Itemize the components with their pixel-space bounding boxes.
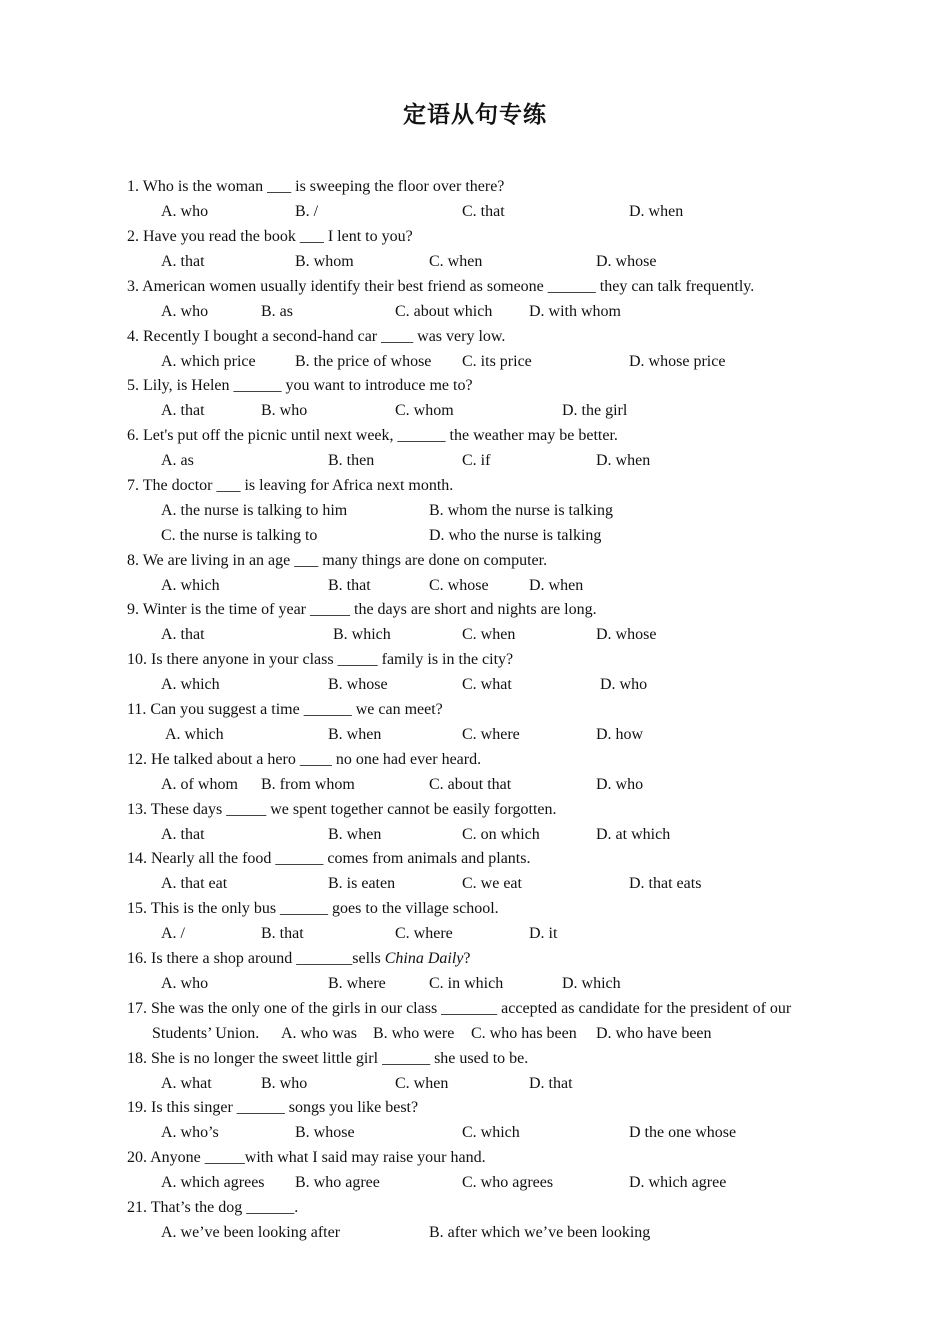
question-20-option-c: C. who agrees	[462, 1174, 554, 1191]
question-1-option-a: A. who	[161, 203, 209, 220]
question-17-stem-continued: Students’ Union.	[152, 1025, 260, 1042]
question-13-option-a: A. that	[161, 826, 205, 843]
question-3-option-b: B. as	[261, 303, 293, 320]
question-8-option-a: A. which	[161, 577, 220, 594]
question-6-option-c: C. if	[462, 452, 491, 469]
question-16-stem-end: ?	[463, 950, 471, 967]
question-2-stem: 2. Have you read the book ___ I lent to you?	[127, 228, 413, 245]
question-5-option-a: A. that	[161, 402, 205, 419]
question-8-option-d: D. when	[529, 577, 584, 594]
question-8-stem: 8. We are living in an age ___ many things are done on computer.	[127, 552, 548, 569]
question-5-option-c: C. whom	[395, 402, 454, 419]
question-12-option-c: C. about that	[429, 776, 512, 793]
question-5-option-d: D. the girl	[562, 402, 628, 419]
question-10-option-b: B. whose	[328, 676, 388, 693]
question-9-option-c: C. when	[462, 626, 516, 643]
question-15-option-a: A. /	[161, 925, 185, 942]
question-4-stem: 4. Recently I bought a second-hand car ____ was very low.	[127, 328, 506, 345]
question-20-stem: 20. Anyone _____with what I said may raise your hand.	[127, 1149, 486, 1166]
question-5-stem: 5. Lily, is Helen ______ you want to introduce me to?	[127, 377, 473, 394]
question-13-stem: 13. These days _____ we spent together cannot be easily forgotten.	[127, 801, 557, 818]
question-14-option-c: C. we eat	[462, 875, 522, 892]
question-11-option-b: B. when	[328, 726, 382, 743]
question-2-option-d: D. whose	[596, 253, 657, 270]
question-8-option-b: B. that	[328, 577, 371, 594]
question-7-option-d: D. who the nurse is talking	[429, 527, 602, 544]
question-11-option-a: A. which	[165, 726, 224, 743]
question-11-option-d: D. how	[596, 726, 644, 743]
question-16-option-d: D. which	[562, 975, 621, 992]
question-1-stem: 1. Who is the woman ___ is sweeping the floor over there?	[127, 178, 505, 195]
question-15-option-c: C. where	[395, 925, 453, 942]
question-13-option-c: C. on which	[462, 826, 540, 843]
question-11-option-c: C. where	[462, 726, 520, 743]
question-16-stem-italic: China Daily	[384, 950, 464, 967]
question-19-option-b: B. whose	[295, 1124, 355, 1141]
question-19-option-c: C. which	[462, 1124, 520, 1141]
question-10-option-d: D. who	[600, 676, 648, 693]
question-21-option-a: A. we’ve been looking after	[161, 1224, 341, 1241]
question-13-option-d: D. at which	[596, 826, 671, 843]
page-title: 定语从句专练	[403, 102, 547, 128]
question-7-option-b: B. whom the nurse is talking	[429, 502, 613, 519]
question-17-option-d: D. who have been	[596, 1025, 712, 1042]
question-14-stem: 14. Nearly all the food ______ comes from animals and plants.	[127, 850, 531, 867]
question-15-stem: 15. This is the only bus ______ goes to the village school.	[127, 900, 499, 917]
question-17-stem: 17. She was the only one of the girls in our class _______ accepted as candidate for the president of our	[127, 1000, 792, 1017]
question-20-option-b: B. who agree	[295, 1174, 380, 1191]
question-18-option-d: D. that	[529, 1075, 573, 1092]
question-3-stem: 3. American women usually identify their best friend as someone ______ they can talk frequently.	[127, 278, 755, 295]
question-18-stem: 18. She is no longer the sweet little girl ______ she used to be.	[127, 1050, 529, 1067]
question-13-option-b: B. when	[328, 826, 382, 843]
question-2-option-a: A. that	[161, 253, 205, 270]
question-19-stem: 19. Is this singer ______ songs you like best?	[127, 1099, 419, 1116]
question-19-option-a: A. who’s	[161, 1124, 219, 1141]
question-21-stem: 21. That’s the dog ______.	[127, 1199, 299, 1216]
question-16-stem	[127, 949, 471, 969]
question-10-stem: 10. Is there anyone in your class _____ family is in the city?	[127, 651, 514, 668]
question-18-option-c: C. when	[395, 1075, 449, 1092]
question-7-stem: 7. The doctor ___ is leaving for Africa next month.	[127, 477, 454, 494]
question-8-option-c: C. whose	[429, 577, 489, 594]
question-15-option-d: D. it	[529, 925, 558, 942]
question-9-option-d: D. whose	[596, 626, 657, 643]
question-10-option-c: C. what	[462, 676, 512, 693]
question-14-option-a: A. that eat	[161, 875, 228, 892]
question-9-option-a: A. that	[161, 626, 205, 643]
question-2-option-b: B. whom	[295, 253, 354, 270]
question-11-stem: 11. Can you suggest a time ______ we can meet?	[127, 701, 443, 718]
question-16-stem-text: 16. Is there a shop around _______sells	[127, 950, 385, 967]
question-7-option-c: C. the nurse is talking to	[161, 527, 318, 544]
question-20-option-d: D. which agree	[629, 1174, 727, 1191]
question-4-option-c: C. its price	[462, 353, 532, 370]
question-12-option-b: B. from whom	[261, 776, 355, 793]
question-3-option-a: A. who	[161, 303, 209, 320]
question-17-option-a: A. who was	[281, 1025, 357, 1042]
question-9-stem: 9. Winter is the time of year _____ the days are short and nights are long.	[127, 601, 597, 618]
question-12-option-d: D. who	[596, 776, 644, 793]
question-6-option-b: B. then	[328, 452, 375, 469]
question-4-option-d: D. whose price	[629, 353, 726, 370]
question-4-option-b: B. the price of whose	[295, 353, 432, 370]
question-20-option-a: A. which agrees	[161, 1174, 265, 1191]
question-18-option-a: A. what	[161, 1075, 212, 1092]
question-2-option-c: C. when	[429, 253, 483, 270]
question-16-option-a: A. who	[161, 975, 209, 992]
question-6-option-a: A. as	[161, 452, 194, 469]
question-6-option-d: D. when	[596, 452, 651, 469]
question-9-option-b: B. which	[333, 626, 391, 643]
question-12-stem: 12. He talked about a hero ____ no one had ever heard.	[127, 751, 482, 768]
question-5-option-b: B. who	[261, 402, 308, 419]
question-21-option-b: B. after which we’ve been looking	[429, 1224, 651, 1241]
question-1-option-d: D. when	[629, 203, 684, 220]
question-4-option-a: A. which price	[161, 353, 256, 370]
question-18-option-b: B. who	[261, 1075, 308, 1092]
question-3-option-d: D. with whom	[529, 303, 621, 320]
question-6-stem: 6. Let's put off the picnic until next week, ______ the weather may be better.	[127, 427, 618, 444]
question-14-option-d: D. that eats	[629, 875, 702, 892]
question-1-option-c: C. that	[462, 203, 505, 220]
question-3-option-c: C. about which	[395, 303, 493, 320]
question-17-option-b: B. who were	[373, 1025, 455, 1042]
question-10-option-a: A. which	[161, 676, 220, 693]
question-7-option-a: A. the nurse is talking to him	[161, 502, 348, 519]
question-12-option-a: A. of whom	[161, 776, 238, 793]
question-15-option-b: B. that	[261, 925, 304, 942]
question-19-option-d: D the one whose	[629, 1124, 737, 1141]
question-14-option-b: B. is eaten	[328, 875, 396, 892]
question-16-option-c: C. in which	[429, 975, 504, 992]
question-17-option-c: C. who has been	[471, 1025, 577, 1042]
question-1-option-b: B. /	[295, 203, 319, 220]
question-16-option-b: B. where	[328, 975, 386, 992]
